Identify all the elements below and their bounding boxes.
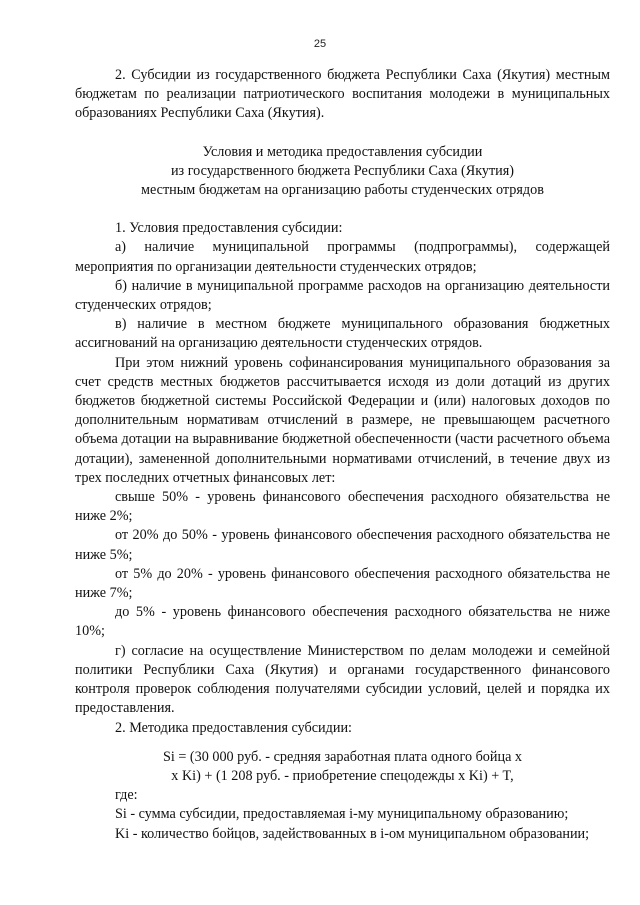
condition-g: г) согласие на осуществление Министерством по делам молодежи и семейной политики Республики Саха (Якутия) и органами государственного финансового контроля проверок соблюдения получателями субсидии условий, целей и порядка их предоставления. bbox=[75, 642, 610, 717]
document-body bbox=[75, 66, 610, 844]
formula-line-2: x Ki) + (1 208 руб. - приобретение спецодежды x Ki) + T, bbox=[171, 767, 514, 784]
section-title bbox=[75, 143, 610, 201]
section1-heading: 1. Условия предоставления субсидии: bbox=[115, 220, 343, 237]
level-under-5: до 5% - уровень финансового обеспечения расходного обязательства не ниже 10%; bbox=[75, 604, 610, 640]
formula-line-1: Si = (30 000 руб. - средняя заработная плата одного бойца x bbox=[162, 748, 523, 765]
condition-b: б) наличие в муниципальной программе расходов на организацию деятельности студенческих отрядов; bbox=[75, 277, 610, 314]
level-over-50: свыше 50% - уровень финансового обеспечения расходного обязательства не ниже 2%; bbox=[75, 489, 610, 525]
condition-a: а) наличие муниципальной программы (подпрограммы), содержащей мероприятия по организации деятельности студенческих отрядов; bbox=[75, 239, 610, 275]
subsidy-formula bbox=[75, 748, 610, 786]
title-line-2: из государственного бюджета Республики Саха (Якутия) bbox=[170, 162, 515, 179]
level-5-20: от 5% до 20% - уровень финансового обеспечения расходного обязательства не ниже 7%; bbox=[75, 565, 610, 602]
section2-heading: 2. Методика предоставления субсидии: bbox=[115, 719, 352, 736]
intro-paragraph: 2. Субсидии из государственного бюджета Республики Саха (Якутия) местным бюджетам по реализации патриотического воспитания молодежи в муниципальных образованиях Республики Саха (Якутия). bbox=[75, 67, 610, 122]
definition-si: Si - сумма субсидии, предоставляемая i-му муниципальному образованию; bbox=[115, 806, 569, 823]
condition-v: в) наличие в местном бюджете муниципального образования бюджетных ассигнований на организацию деятельности студенческих отрядов. bbox=[75, 316, 610, 352]
title-line-1: Условия и методика предоставления субсидии bbox=[202, 143, 483, 160]
level-20-50: от 20% до 50% - уровень финансового обеспечения расходного обязательства не ниже 5%; bbox=[75, 527, 610, 563]
page-number: 25 bbox=[313, 38, 327, 50]
lower-level-paragraph: При этом нижний уровень софинансирования муниципального образования за счет средств местных бюджетов рассчитывается исходя из доли дотаций из других бюджетов бюджетной системы Российской Федерации и (или) налоговых доходов по дополнительным нормативам отчислений в размере, не превышающем расчетного объема дотации на выравнивание бюджетной обеспеченности (части расчетного объема дотации), замененной дополнительными нормативами отчислений, в течение двух из трех последних отчетных финансовых лет: bbox=[75, 354, 610, 486]
definition-ki: Ki - количество бойцов, задействованных в i-ом муниципальном образовании; bbox=[115, 825, 590, 842]
title-line-3: местным бюджетам на организацию работы студенческих отрядов bbox=[141, 182, 544, 199]
where-label: где: bbox=[115, 787, 138, 804]
